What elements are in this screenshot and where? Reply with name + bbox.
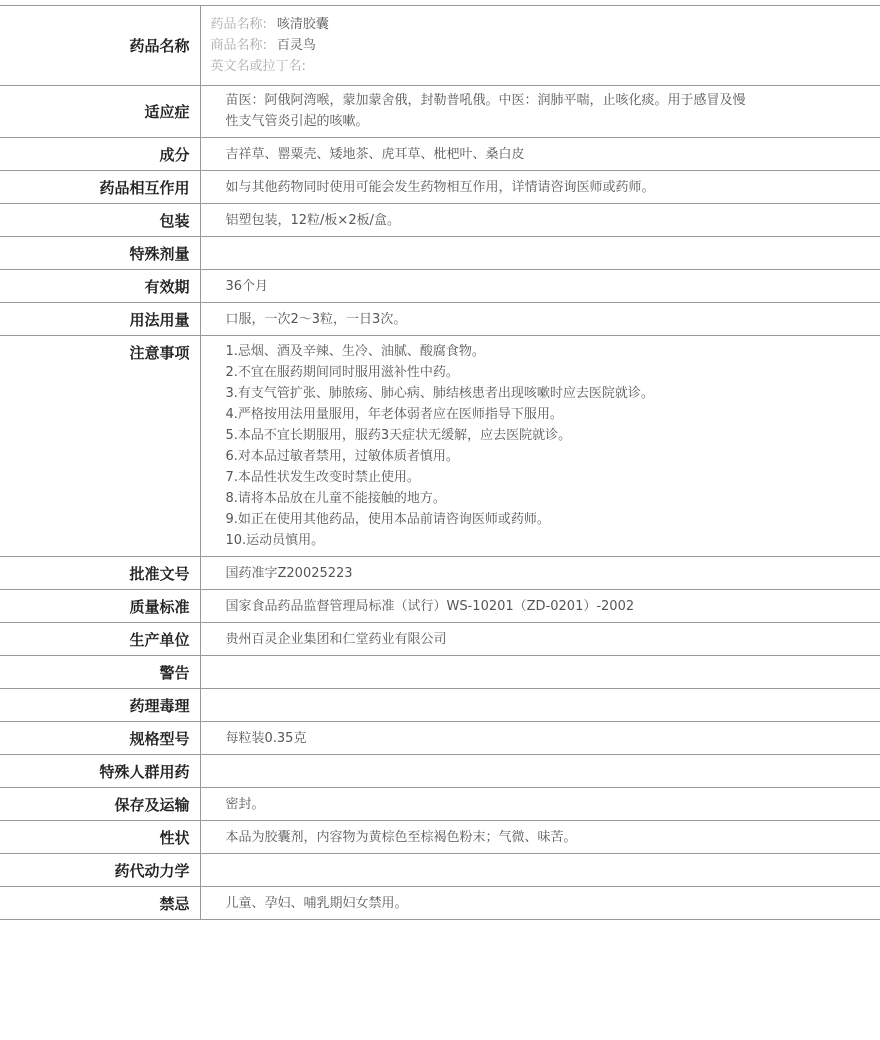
generic-name-line [211,14,871,35]
label-notes: 注意事项 [0,336,200,557]
trade-name-value: 百灵鸟 [276,38,316,53]
row-validity [0,270,880,303]
label-special-dose: 特殊剂量 [0,237,200,270]
note-item: 2.不宜在服药期间同时服用滋补性中药。 [225,365,459,380]
label-special-groups: 特殊人群用药 [0,755,200,788]
value-pharmacokinetics [200,854,880,887]
row-interaction [0,171,880,204]
value-approval: 国药准字Z20025223 [200,557,880,590]
label-indication: 适应症 [0,86,200,138]
value-storage: 密封。 [200,788,880,821]
label-storage: 保存及运输 [0,788,200,821]
note-item: 5.本品不宜长期服用，服药3天症状无缓解，应去医院就诊。 [225,428,572,443]
label-interaction: 药品相互作用 [0,171,200,204]
label-contraindications: 禁忌 [0,887,200,920]
value-special-groups [200,755,880,788]
value-drug-name [200,6,880,86]
row-drug-name [0,6,880,86]
trade-name-label: 商品名称: [210,38,267,53]
row-special-dose [0,237,880,270]
value-standard: 国家食品药品监督管理局标准（试行）WS-10201（ZD-0201）-2002 [200,590,880,623]
indication-line-2: 性支气管炎引起的咳嗽。 [225,114,369,129]
row-pharmacology [0,689,880,722]
label-character: 性状 [0,821,200,854]
note-item: 8.请将本品放在儿童不能接触的地方。 [225,491,446,506]
row-notes [0,336,880,557]
value-manufacturer: 贵州百灵企业集团和仁堂药业有限公司 [200,623,880,656]
value-pharmacology [200,689,880,722]
label-package: 包装 [0,204,200,237]
indication-line-1: 苗医：阿俄阿湾喉，蒙加蒙舍俄，封勒普吼俄。中医：润肺平喘，止咳化痰。用于感冒及慢 [225,93,746,108]
generic-name-value: 咳清胶囊 [276,17,329,32]
label-ingredients: 成分 [0,138,200,171]
note-item: 9.如正在使用其他药品，使用本品前请咨询医师或药师。 [225,512,550,527]
row-contraindications [0,887,880,920]
label-approval: 批准文号 [0,557,200,590]
label-spec: 规格型号 [0,722,200,755]
note-item: 7.本品性状发生改变时禁止使用。 [225,470,420,485]
label-validity: 有效期 [0,270,200,303]
value-spec: 每粒装0.35克 [200,722,880,755]
value-character: 本品为胶囊剂，内容物为黄棕色至棕褐色粉末；气微、味苦。 [200,821,880,854]
row-warning [0,656,880,689]
row-indication [0,86,880,138]
value-validity: 36个月 [200,270,880,303]
value-indication [200,86,880,138]
value-ingredients: 吉祥草、罂粟壳、矮地茶、虎耳草、枇杷叶、桑白皮 [200,138,880,171]
value-notes [200,336,880,557]
row-storage [0,788,880,821]
note-item: 1.忌烟、酒及辛辣、生冷、油腻、酸腐食物。 [225,344,485,359]
trade-name-line [211,35,871,56]
row-special-groups [0,755,880,788]
value-special-dose [200,237,880,270]
row-ingredients [0,138,880,171]
row-spec [0,722,880,755]
label-usage: 用法用量 [0,303,200,336]
english-name-line [211,56,871,77]
value-contraindications: 儿童、孕妇、哺乳期妇女禁用。 [200,887,880,920]
note-item: 6.对本品过敏者禁用，过敏体质者慎用。 [225,449,459,464]
row-character [0,821,880,854]
label-standard: 质量标准 [0,590,200,623]
value-package: 铝塑包装，12粒/板×2板/盒。 [200,204,880,237]
label-pharmacology: 药理毒理 [0,689,200,722]
label-manufacturer: 生产单位 [0,623,200,656]
value-interaction: 如与其他药物同时使用可能会发生药物相互作用，详情请咨询医师或药师。 [200,171,880,204]
value-usage: 口服，一次2～3粒，一日3次。 [200,303,880,336]
row-standard [0,590,880,623]
note-item: 4.严格按用法用量服用，年老体弱者应在医师指导下服用。 [225,407,563,422]
row-pharmacokinetics [0,854,880,887]
row-approval [0,557,880,590]
label-pharmacokinetics: 药代动力学 [0,854,200,887]
row-usage [0,303,880,336]
note-item: 3.有支气管扩张、肺脓疡、肺心病、肺结核患者出现咳嗽时应去医院就诊。 [225,386,654,401]
row-manufacturer [0,623,880,656]
label-drug-name: 药品名称 [0,6,200,86]
row-package [0,204,880,237]
value-warning [200,656,880,689]
generic-name-label: 药品名称: [210,17,267,32]
drug-info-table [0,5,880,920]
english-name-label: 英文名或拉丁名: [210,59,306,74]
note-item: 10.运动员慎用。 [225,533,325,548]
label-warning: 警告 [0,656,200,689]
drug-info-sheet [0,5,880,920]
